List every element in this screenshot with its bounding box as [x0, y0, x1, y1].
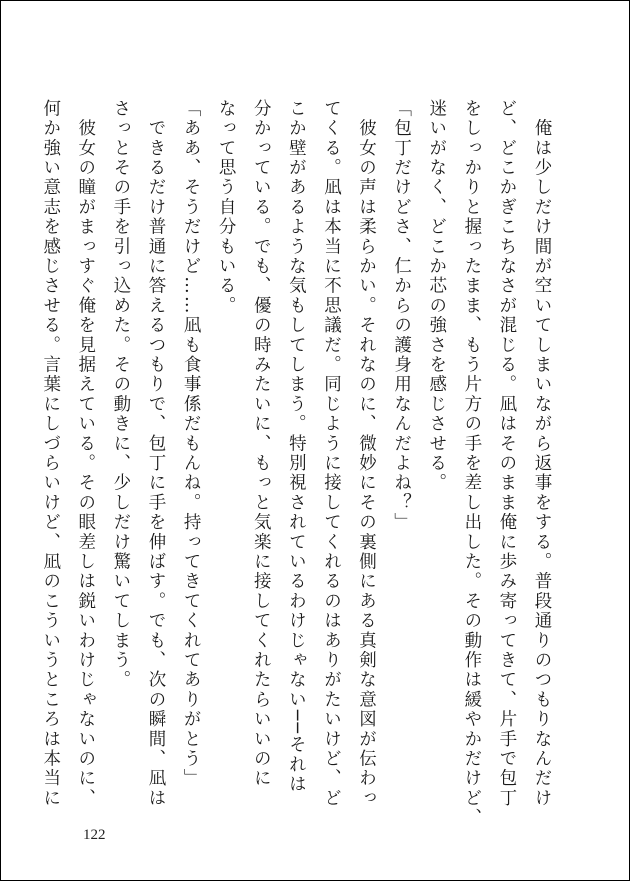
text-line: なって思う自分もいる。 — [216, 99, 237, 316]
paragraph — [103, 99, 173, 819]
dialogue-line — [173, 99, 208, 819]
text-line: 「包丁だけどさ、仁からの護身用なんだよね？」 — [391, 99, 412, 533]
paragraph — [208, 99, 383, 819]
text-line: 何か強い意志を感じさせる。言葉にしづらいけど、凪のこういうところは本当に — [40, 99, 61, 809]
page-number: 122 — [83, 827, 106, 843]
text-line: こか壁があるような気もしてしまう。特別視されているわけじゃない──それは — [286, 99, 307, 795]
text-line: できるだけ普通に答えるつもりで、包丁に手を伸ばす。でも、次の瞬間、凪は — [145, 99, 166, 809]
text-line: 彼女の声は柔らかい。それなのに、微妙にその裏側にある真剣な意図が伝わっ — [356, 99, 377, 809]
text-line: 「ああ、そうだけど……凪も食事係だもんね。持ってきてくれてありがとう」 — [181, 99, 202, 789]
paragraph — [33, 99, 103, 819]
text-line: てくる。凪は本当に不思議だ。同じように接してくれるのはありがたいけど、ど — [321, 99, 342, 809]
text-line: 迷いがなく、どこか芯の強さを感じさせる。 — [426, 99, 447, 493]
text-line: をしっかりと握ったまま、もう片方の手を差し出した。その動作は緩やかだけど、 — [461, 99, 482, 828]
text-line: ど、どこかぎこちなさが混じる。凪はそのまま俺に歩み寄ってきて、片手で包丁 — [496, 99, 517, 809]
text-line: 彼女の瞳がまっすぐ俺を見据えている。その眼差しは鋭いわけじゃないのに、 — [75, 99, 96, 809]
vertical-body-text — [33, 99, 559, 828]
dialogue-line — [384, 99, 419, 819]
paragraph — [419, 99, 559, 828]
text-line: 分かっている。でも、優の時みたいに、もっと気楽に接してくれたらいいのに — [251, 99, 272, 789]
text-line: さっとその手を引っ込めた。その動きに、少しだけ驚いてしまう。 — [110, 99, 131, 690]
text-line: 俺は少しだけ間が空いてしまいながら返事をする。普段通りのつもりなんだけ — [532, 99, 552, 809]
